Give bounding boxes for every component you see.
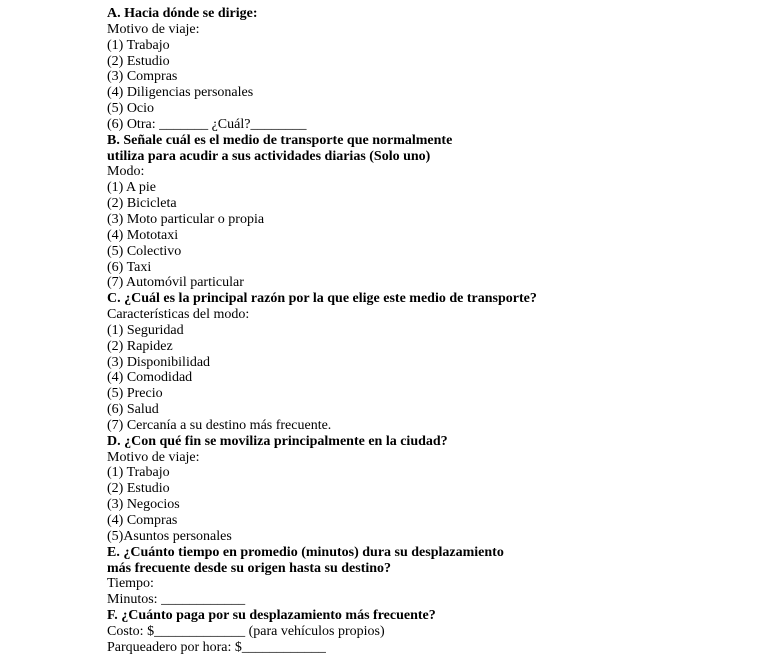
section-sublabel: Motivo de viaje: [107,449,200,465]
option-item: (2) Rapidez [107,338,173,354]
option-item: (5) Ocio [107,101,155,117]
option-item: (1) Seguridad [107,322,184,338]
section-sublabel: Modo: [107,164,145,180]
section-heading: más frecuente desde su origen hasta su destino? [107,560,392,576]
section-heading: F. ¿Cuánto paga por su desplazamiento más frecuente? [107,608,436,624]
option-item: (1) A pie [107,180,156,196]
option-item: Minutos: ____________ [107,592,246,608]
option-item: Parqueadero por hora: $____________ [107,639,326,655]
section-b [107,133,747,291]
section-sublabel: Tiempo: [107,576,154,592]
section-d [107,434,747,545]
option-item: (4) Comodidad [107,370,193,386]
option-item: (1) Trabajo [107,37,170,53]
questionnaire [107,6,747,656]
option-item: (3) Disponibilidad [107,354,211,370]
option-item: (7) Automóvil particular [107,275,244,291]
option-item: Costo: $_____________ (para vehículos propios) [107,623,385,639]
section-sublabel: Motivo de viaje: [107,21,200,37]
option-item: (4) Compras [107,513,178,528]
option-item: (4) Diligencias personales [107,85,254,101]
option-item: (6) Taxi [107,259,152,275]
section-a [107,6,747,133]
option-item: (4) Mototaxi [107,227,179,243]
option-item: (2) Estudio [107,53,170,69]
section-f [107,608,747,656]
option-item: (2) Bicicleta [107,196,177,212]
option-item: (3) Negocios [107,497,180,513]
section-sublabel: Características del modo: [107,307,250,323]
section-heading: E. ¿Cuánto tiempo en promedio (minutos) dura su desplazamiento [107,544,504,560]
option-item: (3) Moto particular o propia [107,211,265,227]
option-item: (7) Cercanía a su destino más frecuente. [107,417,332,433]
option-item: (3) Compras [107,69,178,85]
section-heading: A. Hacia dónde se dirige: [107,6,258,21]
section-heading: utiliza para acudir a sus actividades diarias (Solo uno) [107,148,431,164]
section-heading: B. Señale cuál es el medio de transporte que normalmente [107,132,453,148]
section-e [107,545,747,608]
section-heading: D. ¿Con qué fin se moviliza principalmente en la ciudad? [107,433,448,449]
option-item: (6) Salud [107,402,159,418]
option-item: (5) Precio [107,386,163,402]
option-item: (5) Colectivo [107,243,182,259]
section-heading: C. ¿Cuál es la principal razón por la que elige este medio de transporte? [107,291,537,307]
section-c [107,291,747,434]
option-item: (5)Asuntos personales [107,528,232,544]
option-item: (1) Trabajo [107,465,170,481]
option-item: (2) Estudio [107,481,170,497]
option-item: (6) Otra: _______ ¿Cuál?________ [107,116,307,132]
